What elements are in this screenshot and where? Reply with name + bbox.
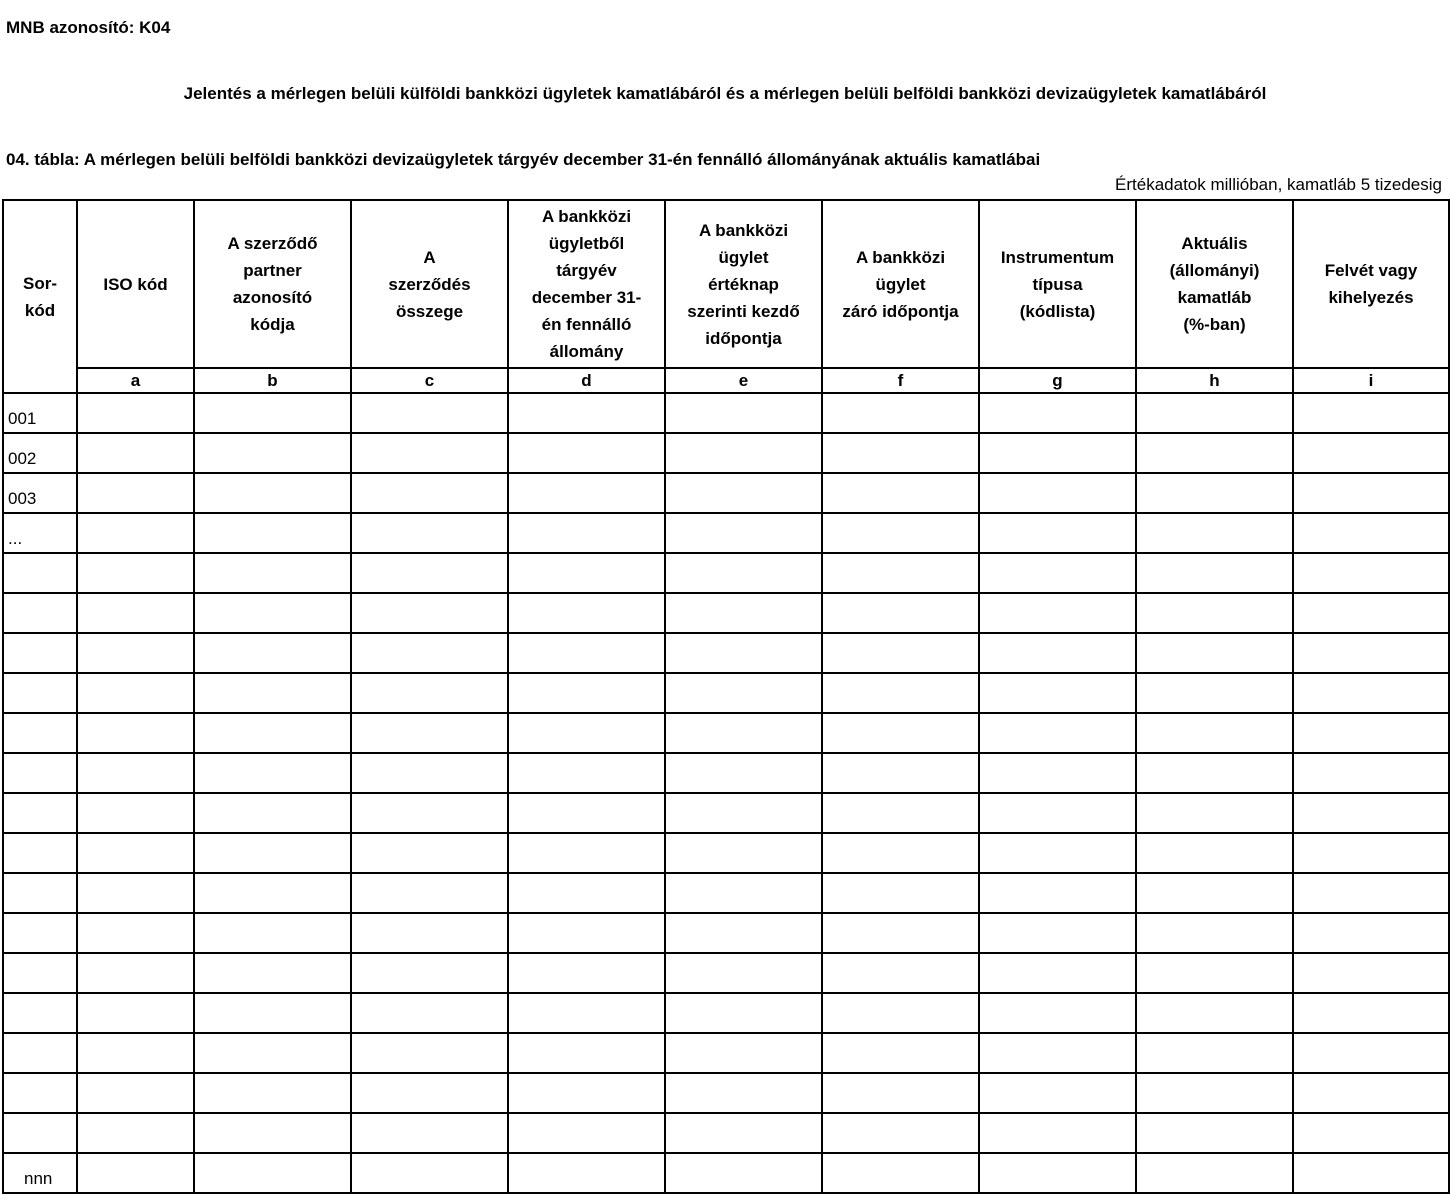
row-code: ... [3,513,77,553]
data-cell [979,393,1136,433]
data-cell [351,1113,508,1153]
data-cell [1293,913,1449,953]
data-cell [1136,1033,1293,1073]
data-cell [1136,1113,1293,1153]
row-code [3,793,77,833]
data-cell [194,1033,351,1073]
data-cell [351,833,508,873]
data-cell [665,1033,822,1073]
data-cell [665,433,822,473]
row-code [3,993,77,1033]
data-cell [665,593,822,633]
mnb-identifier: MNB azonosító: K04 [6,18,171,37]
data-cell [979,1033,1136,1073]
data-cell [508,713,665,753]
data-cell [1293,873,1449,913]
data-cell [508,473,665,513]
data-cell [351,713,508,753]
data-cell [77,393,194,433]
data-cell [351,753,508,793]
data-cell [194,513,351,553]
column-header: A szerződés összege [351,200,508,368]
data-cell [822,593,979,633]
data-cell [822,953,979,993]
row-code [3,753,77,793]
data-cell [979,873,1136,913]
data-cell [351,793,508,833]
data-cell [77,553,194,593]
data-cell [822,513,979,553]
data-cell [822,873,979,913]
data-cell [665,1113,822,1153]
data-cell [194,1153,351,1193]
table-body [3,393,1449,1193]
table-row [3,393,1449,433]
data-cell [508,633,665,673]
data-cell [665,1073,822,1113]
header-row [3,200,1449,368]
data-cell [1136,553,1293,593]
data-cell [665,633,822,673]
data-cell [194,1113,351,1153]
units-note: Értékadatok millióban, kamatláb 5 tizedesig [1115,175,1442,194]
column-letter-row [3,368,1449,393]
data-cell [508,1073,665,1113]
data-cell [1293,433,1449,473]
data-cell [665,873,822,913]
column-letter: g [979,368,1136,393]
data-cell [508,673,665,713]
data-cell [77,433,194,473]
data-cell [822,793,979,833]
data-cell [351,873,508,913]
data-cell [979,793,1136,833]
data-cell [77,1153,194,1193]
data-cell [665,513,822,553]
data-cell [508,1113,665,1153]
data-cell [77,713,194,753]
data-cell [822,1033,979,1073]
data-cell [1293,673,1449,713]
data-cell [1136,473,1293,513]
data-cell [665,953,822,993]
data-cell [351,433,508,473]
data-cell [979,1113,1136,1153]
data-cell [979,633,1136,673]
data-cell [508,593,665,633]
table-row [3,1033,1449,1073]
data-cell [1136,1073,1293,1113]
data-cell [979,993,1136,1033]
data-cell [194,713,351,753]
data-cell [77,993,194,1033]
data-cell [979,433,1136,473]
data-cell [979,753,1136,793]
data-cell [194,433,351,473]
table-row [3,953,1449,993]
column-letter: h [1136,368,1293,393]
data-cell [194,553,351,593]
row-code [3,1033,77,1073]
data-cell [1293,553,1449,593]
data-cell [351,993,508,1033]
table-row [3,1153,1449,1193]
data-cell [1293,793,1449,833]
data-cell [508,953,665,993]
column-letter: b [194,368,351,393]
row-code [3,1073,77,1113]
data-cell [351,513,508,553]
data-cell [194,473,351,513]
data-cell [822,633,979,673]
data-cell [194,673,351,713]
table-row [3,993,1449,1033]
column-letter: a [77,368,194,393]
data-cell [351,1033,508,1073]
table-row [3,593,1449,633]
data-cell [979,833,1136,873]
data-cell [979,1073,1136,1113]
table-row [3,673,1449,713]
row-code [3,713,77,753]
data-cell [979,673,1136,713]
data-cell [665,393,822,433]
column-header: A bankközi ügylet záró időpontja [822,200,979,368]
row-code [3,673,77,713]
data-cell [1293,953,1449,993]
data-cell [665,1153,822,1193]
column-header: Instrumentum típusa (kódlista) [979,200,1136,368]
data-cell [508,433,665,473]
data-cell [665,993,822,1033]
data-cell [1136,993,1293,1033]
data-cell [665,833,822,873]
data-cell [508,553,665,593]
data-cell [194,833,351,873]
data-cell [508,393,665,433]
data-cell [77,473,194,513]
table-row [3,433,1449,473]
column-header: A szerződő partner azonosító kódja [194,200,351,368]
data-cell [822,913,979,953]
data-cell [508,753,665,793]
data-cell [194,913,351,953]
row-code: 002 [3,433,77,473]
data-cell [77,1073,194,1113]
data-cell [822,553,979,593]
data-cell [1136,633,1293,673]
data-cell [1293,1073,1449,1113]
data-cell [1136,593,1293,633]
data-cell [77,633,194,673]
table-row [3,633,1449,673]
report-title: Jelentés a mérlegen belüli külföldi bankközi ügyletek kamatlábáról és a mérlegen belüli belföldi bankközi devizaügyletek kamatlábáról [183,84,1267,103]
data-cell [351,1153,508,1193]
data-cell [979,553,1136,593]
row-code [3,593,77,633]
row-code [3,953,77,993]
data-cell [351,953,508,993]
data-cell [979,953,1136,993]
data-cell [351,1073,508,1113]
column-header: Sor- kód [3,200,77,393]
data-cell [77,1113,194,1153]
data-cell [1293,393,1449,433]
column-letter: c [351,368,508,393]
table-row [3,513,1449,553]
data-cell [77,913,194,953]
data-cell [822,993,979,1033]
data-cell [351,673,508,713]
data-cell [508,993,665,1033]
data-cell [822,433,979,473]
table-row [3,1073,1449,1113]
table-row [3,913,1449,953]
data-cell [822,473,979,513]
data-cell [77,673,194,713]
data-cell [194,753,351,793]
data-cell [1136,833,1293,873]
data-cell [77,793,194,833]
data-cell [1136,673,1293,713]
column-header: A bankközi ügyletből tárgyév december 31- én fennálló állomány [508,200,665,368]
data-cell [1293,993,1449,1033]
data-cell [1293,513,1449,553]
data-cell [1293,833,1449,873]
row-code [3,913,77,953]
data-cell [508,833,665,873]
data-cell [508,513,665,553]
data-cell [1293,753,1449,793]
data-cell [1293,633,1449,673]
data-cell [194,873,351,913]
row-code [3,633,77,673]
data-cell [822,1113,979,1153]
data-cell [979,473,1136,513]
row-code [3,1113,77,1153]
data-cell [508,913,665,953]
column-header: ISO kód [77,200,194,368]
data-cell [77,593,194,633]
data-cell [351,593,508,633]
data-cell [1136,433,1293,473]
row-code: nnn [3,1153,77,1193]
data-cell [979,713,1136,753]
table-row [3,833,1449,873]
data-cell [194,953,351,993]
column-header: Felvét vagy kihelyezés [1293,200,1449,368]
row-code [3,833,77,873]
data-cell [194,1073,351,1113]
data-cell [77,833,194,873]
data-cell [822,753,979,793]
data-cell [665,673,822,713]
data-cell [77,753,194,793]
data-cell [822,1153,979,1193]
data-cell [194,793,351,833]
data-cell [77,953,194,993]
data-cell [77,513,194,553]
data-cell [1293,473,1449,513]
data-cell [351,553,508,593]
row-code: 001 [3,393,77,433]
data-cell [1136,393,1293,433]
data-cell [194,593,351,633]
table-row [3,713,1449,753]
data-cell [194,993,351,1033]
table-row [3,553,1449,593]
data-cell [77,873,194,913]
data-cell [1293,1113,1449,1153]
data-cell [508,1033,665,1073]
data-cell [1136,713,1293,753]
table-row [3,473,1449,513]
data-cell [351,633,508,673]
data-cell [508,793,665,833]
data-cell [665,793,822,833]
data-cell [665,473,822,513]
report-table [2,199,1450,1194]
column-letter: i [1293,368,1449,393]
row-code [3,873,77,913]
data-cell [1136,1153,1293,1193]
data-cell [1293,1033,1449,1073]
data-cell [822,713,979,753]
table-row [3,1113,1449,1153]
column-header: Aktuális (állományi) kamatláb (%-ban) [1136,200,1293,368]
data-cell [822,673,979,713]
data-cell [665,553,822,593]
table-title: 04. tábla: A mérlegen belüli belföldi bankközi devizaügyletek tárgyév december 31-én fennálló állományának aktuális kamatlábai [6,150,1041,169]
column-header: A bankközi ügylet értéknap szerinti kezdő időpontja [665,200,822,368]
table-row [3,873,1449,913]
column-letter: e [665,368,822,393]
data-cell [1136,753,1293,793]
data-cell [979,593,1136,633]
data-cell [508,1153,665,1193]
data-cell [665,713,822,753]
data-cell [1136,513,1293,553]
data-cell [822,1073,979,1113]
row-code: 003 [3,473,77,513]
data-cell [665,753,822,793]
table-row [3,753,1449,793]
data-cell [665,913,822,953]
row-code [3,553,77,593]
data-cell [979,913,1136,953]
data-cell [194,633,351,673]
data-cell [1293,713,1449,753]
column-letter: f [822,368,979,393]
data-cell [1136,913,1293,953]
data-cell [979,1153,1136,1193]
data-cell [822,833,979,873]
data-cell [1136,793,1293,833]
data-cell [351,393,508,433]
table-row [3,793,1449,833]
data-cell [351,473,508,513]
data-cell [1136,953,1293,993]
data-cell [351,913,508,953]
data-cell [194,393,351,433]
data-cell [979,513,1136,553]
data-cell [1293,593,1449,633]
data-cell [1136,873,1293,913]
column-letter: d [508,368,665,393]
data-cell [822,393,979,433]
data-cell [77,1033,194,1073]
data-cell [508,873,665,913]
data-cell [1293,1153,1449,1193]
